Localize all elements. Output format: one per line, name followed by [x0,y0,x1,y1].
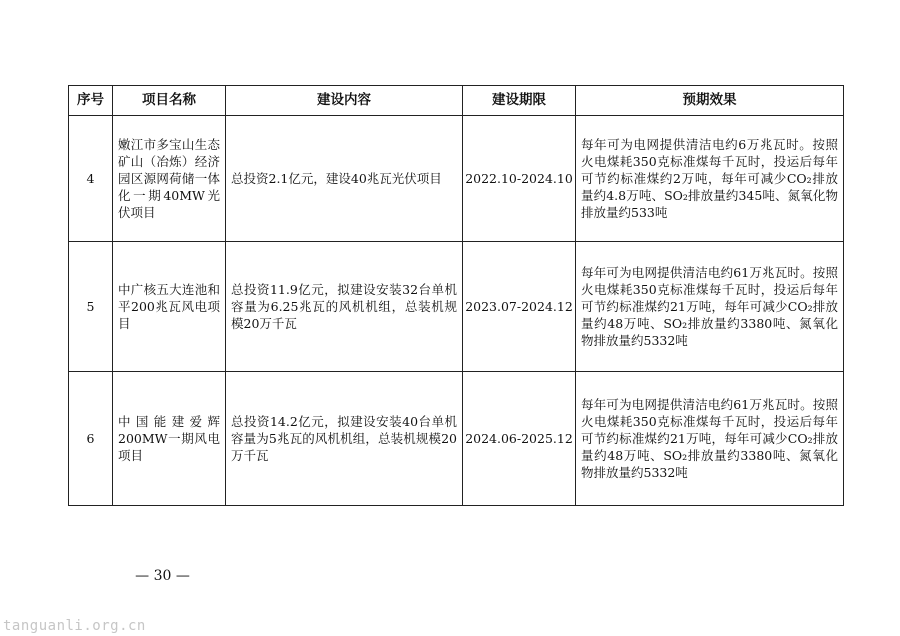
table-row [69,372,844,506]
row-construction-period: 2023.07-2024.12 [463,242,576,372]
row-construction-content: 总投资14.2亿元，拟建设安装40台单机容量为5兆瓦的风机机组，总装机规模20万千瓦 [226,372,463,506]
row-project-name: 嫩江市多宝山生态矿山（冶炼）经济园区源网荷储一体化一期40MW光伏项目 [113,116,226,242]
row-construction-period: 2024.06-2025.12 [463,372,576,506]
row-index: 4 [69,116,113,242]
projects-table [68,85,844,506]
watermark: tanguanli.org.cn [3,618,146,634]
header-project-name: 项目名称 [113,86,226,116]
row-construction-period: 2022.10-2024.10 [463,116,576,242]
header-expected-effect: 预期效果 [576,86,844,116]
row-expected-effect: 每年可为电网提供清洁电约61万兆瓦时。按照火电煤耗350克标准煤每千瓦时，投运后每年可节约标准煤约21万吨，每年可减少CO₂排放量约48万吨、SO₂排放量约3380吨、氮氧化物排放量约5332吨 [576,242,844,372]
table-row [69,116,844,242]
row-index: 5 [69,242,113,372]
table-row [69,242,844,372]
table-header-row [69,86,844,116]
row-expected-effect: 每年可为电网提供清洁电约61万兆瓦时。按照火电煤耗350克标准煤每千瓦时，投运后每年可节约标准煤约21万吨，每年可减少CO₂排放量约48万吨、SO₂排放量约3380吨、氮氧化物排放量约5332吨 [576,372,844,506]
header-construction-content: 建设内容 [226,86,463,116]
row-project-name: 中广核五大连池和平200兆瓦风电项目 [113,242,226,372]
header-index: 序号 [69,86,113,116]
row-construction-content: 总投资11.9亿元，拟建设安装32台单机容量为6.25兆瓦的风机机组，总装机规模20万千瓦 [226,242,463,372]
page-number: — 30 — [135,568,190,584]
row-index: 6 [69,372,113,506]
row-project-name: 中国能建爱辉200MW一期风电项目 [113,372,226,506]
row-expected-effect: 每年可为电网提供清洁电约6万兆瓦时。按照火电煤耗350克标准煤每千瓦时，投运后每年可节约标准煤约2万吨，每年可减少CO₂排放量约4.8万吨、SO₂排放量约345吨、氮氧化物排放量约533吨 [576,116,844,242]
row-construction-content: 总投资2.1亿元，建设40兆瓦光伏项目 [226,116,463,242]
header-construction-period: 建设期限 [463,86,576,116]
